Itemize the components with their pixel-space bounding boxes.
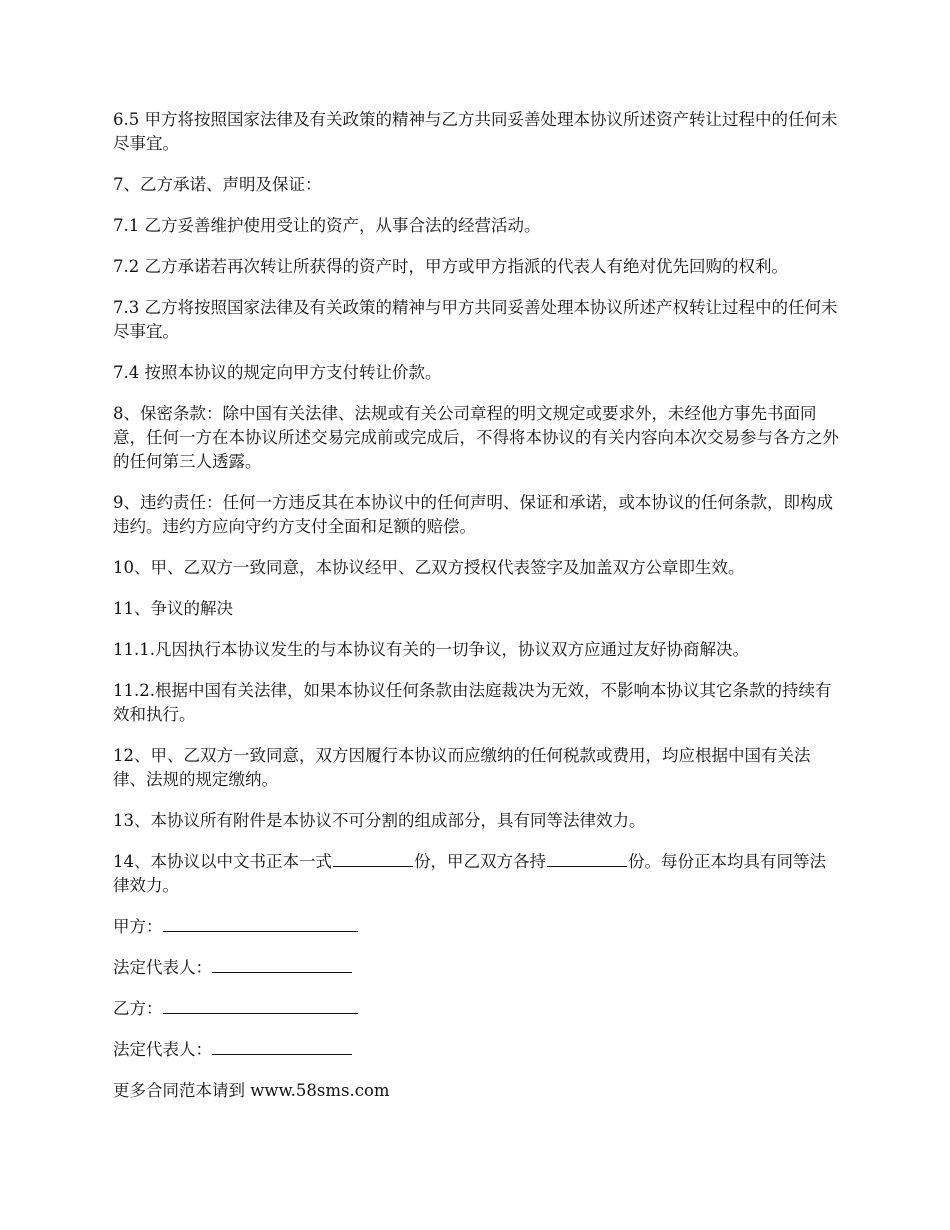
party-b-rep-signature	[113, 1038, 841, 1062]
clause-7-2: 7.2 乙方承诺若再次转让所获得的资产时，甲方或甲方指派的代表人有绝对优先回购的权利。	[113, 257, 788, 276]
clause-13-attachments: 13、本协议所有附件是本协议不可分割的组成部分，具有同等法律效力。	[113, 811, 646, 830]
clause-7-3: 7.3 乙方将按照国家法律及有关政策的精神与甲方共同妥善处理本协议所述产权转让过程中的任何未尽事宜。	[113, 298, 838, 341]
party-a-rep-label: 法定代表人：	[113, 958, 212, 977]
party-a-signature	[113, 915, 841, 939]
clause-11-1: 11.1.凡因执行本协议发生的与本协议有关的一切争议，协议双方应通过友好协商解决。	[113, 640, 749, 659]
clause-12-taxes: 12、甲、乙双方一致同意，双方因履行本协议而应缴纳的任何税款或费用，均应根据中国有关法律、法规的规定缴纳。	[113, 746, 811, 789]
party-b-blank[interactable]	[163, 997, 358, 1014]
party-b-rep-blank[interactable]	[212, 1038, 352, 1055]
clause-14-copies	[113, 850, 841, 898]
party-a-rep-blank[interactable]	[212, 956, 352, 973]
clause-14-text-3: 份。每份正本均具有同等法律效力。	[113, 852, 826, 895]
party-b-signature	[113, 997, 841, 1021]
clause-8-confidentiality: 8、保密条款：除中国有关法律、法规或有关公司章程的明文规定或要求外，未经他方事先书面同意，任何一方在本协议所述交易完成前或完成后，不得将本协议的有关内容向本次交易参与各方之外的任何第三人透露。	[113, 404, 839, 471]
copies-each-blank[interactable]	[547, 850, 627, 867]
footer-link-text: 更多合同范本请到 www.58sms.com	[113, 1081, 390, 1100]
clause-7-4: 7.4 按照本协议的规定向甲方支付转让价款。	[113, 363, 442, 382]
clause-14-text-2: 份，甲乙双方各持	[414, 852, 546, 871]
clause-7-heading: 7、乙方承诺、声明及保证：	[113, 175, 322, 194]
party-b-rep-label: 法定代表人：	[113, 1040, 212, 1059]
clause-11-heading: 11、争议的解决	[113, 599, 233, 618]
party-a-rep-signature	[113, 956, 841, 980]
clause-7-1: 7.1 乙方妥善维护使用受让的资产，从事合法的经营活动。	[113, 216, 541, 235]
party-a-blank[interactable]	[163, 915, 358, 932]
clause-6-5: 6.5 甲方将按照国家法律及有关政策的精神与乙方共同妥善处理本协议所述资产转让过程中的任何未尽事宜。	[113, 110, 838, 153]
clause-14-text-1: 14、本协议以中文书正本一式	[113, 852, 332, 871]
clause-9-liability: 9、违约责任：任何一方违反其在本协议中的任何声明、保证和承诺，或本协议的任何条款，即构成违约。违约方应向守约方支付全面和足额的赔偿。	[113, 493, 833, 536]
clause-10-effectiveness: 10、甲、乙双方一致同意，本协议经甲、乙双方授权代表签字及加盖双方公章即生效。	[113, 558, 745, 577]
party-a-label: 甲方：	[113, 917, 163, 936]
clause-11-2: 11.2.根据中国有关法律，如果本协议任何条款由法庭裁决为无效，不影响本协议其它条款的持续有效和执行。	[113, 681, 832, 724]
contract-page	[113, 108, 841, 1120]
party-b-label: 乙方：	[113, 999, 163, 1018]
copies-total-blank[interactable]	[333, 850, 413, 867]
